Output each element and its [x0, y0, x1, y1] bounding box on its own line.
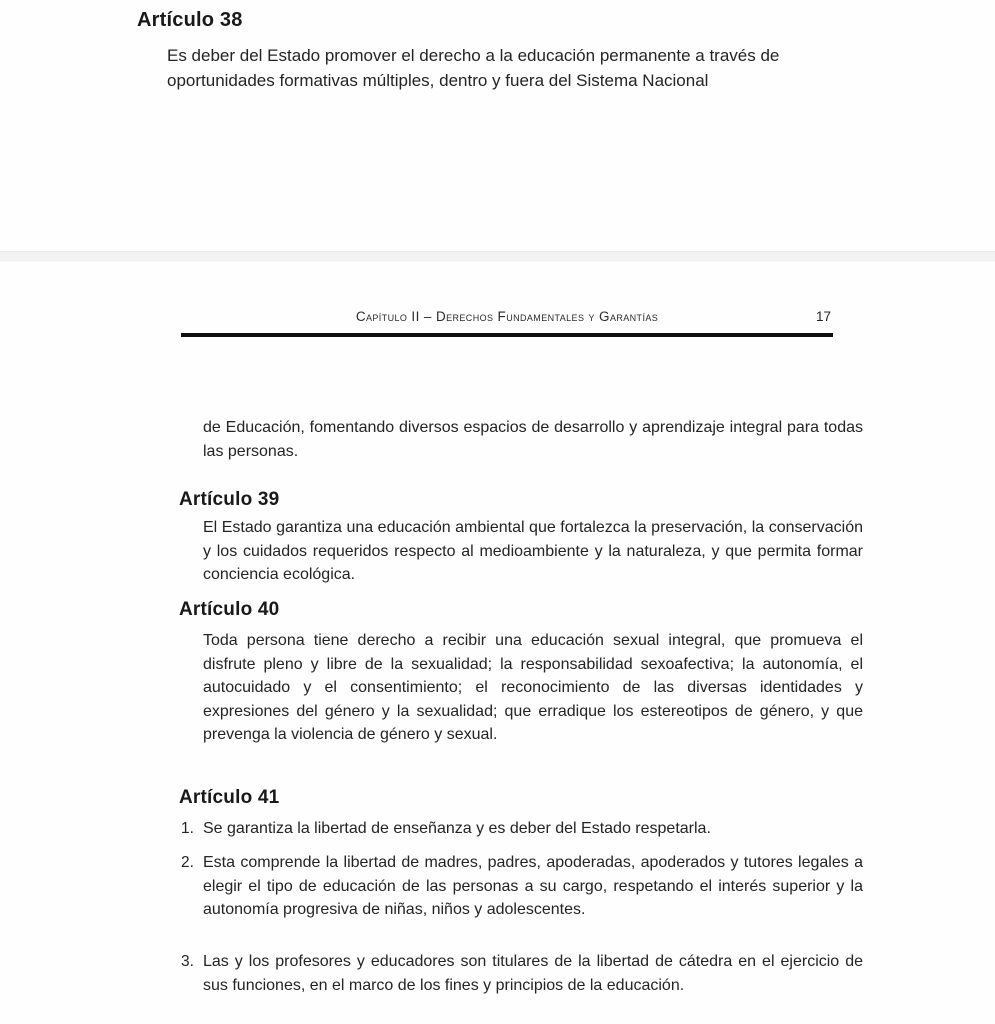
list-item-number: 3. [181, 953, 194, 970]
header-rule [181, 333, 833, 337]
article-38-continuation-paragraph: de Educación, fomentando diversos espacios de desarrollo y aprendizaje integral para todas las personas. [203, 419, 863, 460]
list-item [181, 851, 863, 922]
running-header [181, 308, 833, 326]
list-item-text: Esta comprende la libertad de madres, padres, apoderadas, apoderados y tutores legales a elegir el tipo de educación de las personas a su cargo, respetando el interés superior y la autonomía progresiva de niñas, niños y adolescentes. [203, 854, 863, 918]
list-item [181, 950, 863, 997]
page-number: 17 [815, 309, 831, 324]
article-39-paragraph: El Estado garantiza una educación ambiental que fortalezca la preservación, la conservación y los cuidados requeridos respecto al medioambiente y la naturaleza, y que permita formar conciencia ecológica. [203, 519, 863, 583]
list-item-number: 1. [181, 820, 194, 837]
article-41-heading: Artículo 41 [179, 787, 280, 808]
list-item-text: Se garantiza la libertad de enseñanza y es deber del Estado respetarla. [203, 820, 711, 837]
page-break-divider [0, 251, 995, 262]
article-40-heading: Artículo 40 [179, 599, 280, 620]
list-item-text: Las y los profesores y educadores son titulares de la libertad de cátedra en el ejercicio de sus funciones, en el marco de los fines y principios de la educación. [203, 953, 863, 994]
list-item-number: 2. [181, 854, 194, 871]
article-38-heading: Artículo 38 [137, 9, 243, 31]
list-item [181, 817, 863, 841]
article-40-paragraph: Toda persona tiene derecho a recibir una educación sexual integral, que promueva el disfrute pleno y libre de la sexualidad; la responsabilidad sexoafectiva; la autonomía, el autocuidado y el consentimiento; el reconocimiento de las diversas identidades y expresiones del género y la sexualidad; que erradique los estereotipos de género, y que prevenga la violencia de género y sexual. [203, 632, 863, 743]
article-39-heading: Artículo 39 [179, 489, 280, 510]
chapter-title: Capítulo II – Derechos Fundamentales y Garantías [355, 309, 659, 324]
article-38-paragraph: Es deber del Estado promover el derecho a la educación permanente a través de oportunidades formativas múltiples, dentro y fuera del Sistema Nacional [167, 46, 780, 90]
